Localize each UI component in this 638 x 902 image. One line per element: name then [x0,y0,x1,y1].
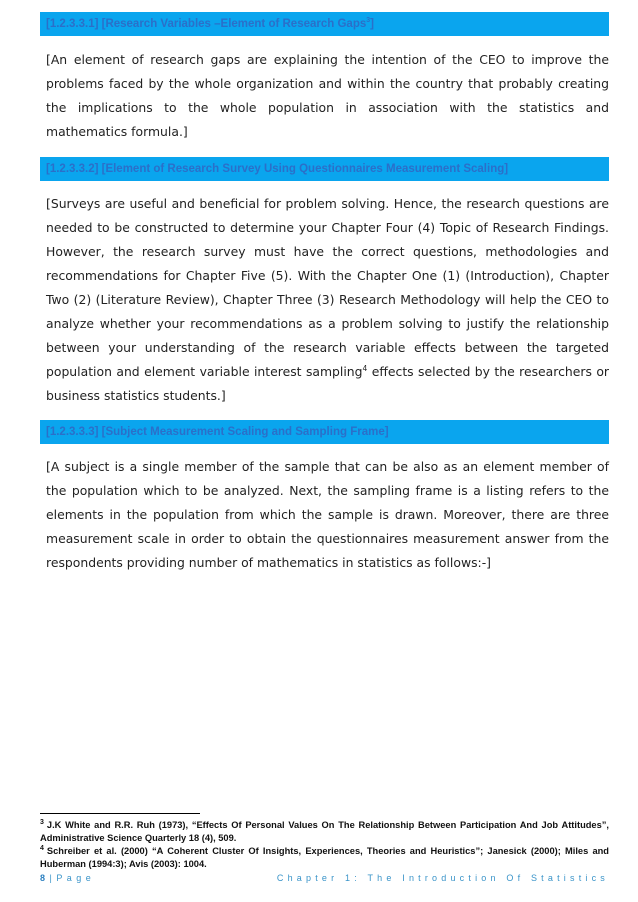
footnote-3-number: 3 [40,818,44,826]
page-footer [40,873,609,887]
section-heading-1-tail: ] [370,18,374,30]
section-heading-1-text: [1.2.3.3.1] [Research Variables –Element of Research Gaps [46,18,367,30]
footnote-4-number: 4 [40,844,44,852]
section-heading-1 [40,12,609,36]
section-body-1: [An element of research gaps are explaining the intention of the CEO to improve the problems faced by the whole organization and within the country that probably creating the implications to the whole population in association with the statistics and mathematics formula.] [46,52,609,139]
section-heading-3: [1.2.3.3.3] [Subject Measurement Scaling and Sampling Frame] [40,420,609,444]
page-number [40,873,92,883]
section-body-2 [46,192,609,408]
section-heading-2: [1.2.3.3.2] [Element of Research Survey Using Questionnaires Measurement Scaling] [40,157,609,181]
section-body-3: [A subject is a single member of the sample that can be also as an element member of the population which to be analyzed. Next, the sampling frame is a listing refers to the elements in the population from which the sample is drawn. Moreover, there are three measurement scale in order to obtain the questionnaires measurement answer from the respondents providing number of mathematics in statistics as follows:-] [46,459,609,570]
footnote-3-text: J.K White and R.R. Ruh (1973), “Effects Of Personal Values On The Relationship Between Participation And Job Attitudes”, Administrative Science Quarterly 18 (4), 509. [40,820,609,843]
footnote-4 [40,845,609,871]
footnote-3 [40,819,609,845]
page-number-value: 8 [40,873,47,883]
footnote-4-text: Schreiber et al. (2000) “A Coherent Cluster Of Insights, Experiences, Theories and Heuristics”; Janesick (2000); Miles and Huberman (1994:3); Avis (2003): 1004. [40,846,609,869]
page-label: | P a g e [46,873,92,883]
chapter-title: Chapter 1: The Introduction Of Statistics [276,873,609,883]
footnote-ref-3[interactable]: 3 [366,17,371,25]
footnote-separator [40,813,200,814]
section-body-2-text-end: effects selected by the researchers or business statistics students.] [46,364,610,403]
section-body-2-text: [Surveys are useful and beneficial for problem solving. Hence, the research questions are needed to be constructed to determine your Chapter Four (4) Topic of Research Findings. However, the research survey must have the correct questions, methodologies and recommendations for Chapter Five (5). With the Chapter One (1) (Introduction), Chapter Two (2) (Literature Review), Chapter Three (3) Research Methodology will help the CEO to analyze whether your recommendations as a problem solving to justify the relationship between your understanding of the research variable effects between the targeted population and element variable interest sampling [46,196,609,379]
footnote-ref-4[interactable]: 4 [362,363,368,373]
